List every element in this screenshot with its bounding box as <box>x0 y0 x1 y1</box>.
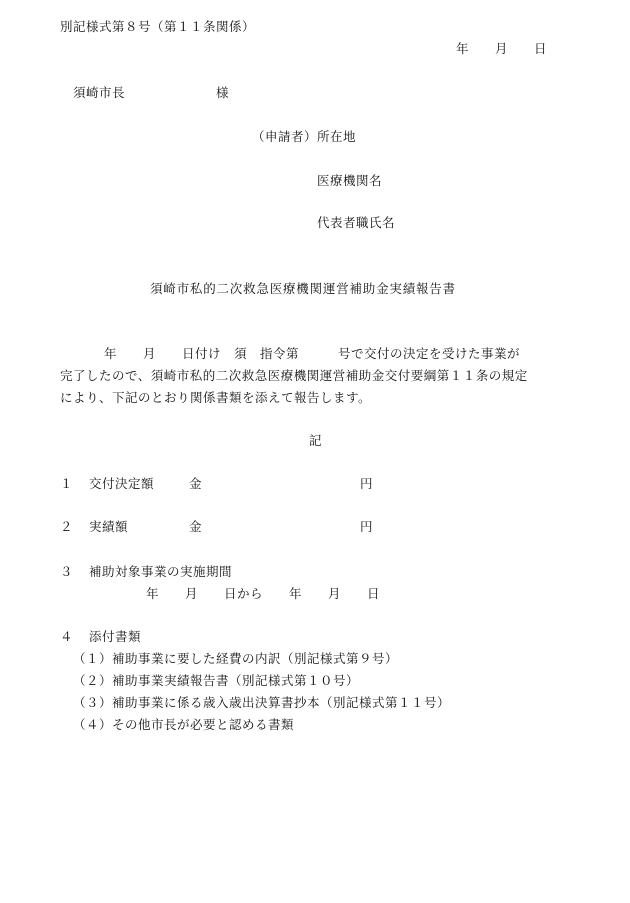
body-line-3: により、下記のとおり関係書類を添えて報告します。 <box>60 390 372 405</box>
item-3-label: 補助対象事業の実施期間 <box>89 564 233 579</box>
date-line: 年 月 日 <box>456 41 548 56</box>
applicant-institution-label: 医療機関名 <box>317 173 383 188</box>
ki-heading: 記 <box>309 433 323 448</box>
item-2-kin: 金 <box>189 519 203 534</box>
applicant-address-label: （申請者）所在地 <box>252 129 357 144</box>
item-1-kin: 金 <box>189 476 203 491</box>
item-4-label: 添付書類 <box>89 629 142 644</box>
form-number: 別記様式第８号（第１１条関係） <box>60 19 256 34</box>
item-3-period: 年 月 日から 年 月 日 <box>146 586 381 601</box>
item-2-yen: 円 <box>360 519 374 534</box>
attachment-3: （３）補助事業に係る歳入歳出決算書抄本（別記様式第１１号） <box>73 695 451 710</box>
attachment-1: （１）補助事業に要した経費の内訳（別記様式第９号） <box>73 651 399 666</box>
body-line-1: 年 月 日付け 須 指令第 号で交付の決定を受けた事業が <box>104 346 521 361</box>
item-1-label: 交付決定額 <box>89 476 155 491</box>
item-2-label: 実績額 <box>89 519 129 534</box>
body-line-2: 完了したので、須崎市私的二次救急医療機関運営補助金交付要綱第１１条の規定 <box>60 368 528 383</box>
addressee: 須崎市長 様 <box>73 85 230 100</box>
item-1-number: １ <box>60 476 74 491</box>
item-3-number: ３ <box>60 564 74 579</box>
attachment-4: （４）その他市長が必要と認める書類 <box>73 717 295 732</box>
item-2-number: ２ <box>60 519 74 534</box>
document-title: 須崎市私的二次救急医療機関運営補助金実績報告書 <box>150 281 456 296</box>
attachment-2: （２）補助事業実績報告書（別記様式第１０号） <box>73 673 360 688</box>
applicant-representative-label: 代表者職氏名 <box>317 215 396 230</box>
item-4-number: ４ <box>60 629 74 644</box>
item-1-yen: 円 <box>360 476 374 491</box>
